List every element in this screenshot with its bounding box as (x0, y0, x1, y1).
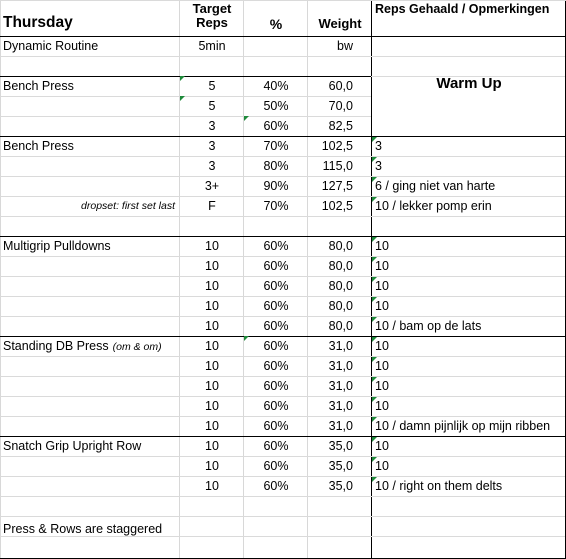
cell-weight[interactable]: 82,5 (328, 119, 353, 133)
cell-target-reps[interactable]: 10 (205, 259, 219, 273)
cell-percent[interactable] (245, 496, 307, 516)
cell-target-reps[interactable]: 3 (208, 139, 216, 153)
cell-weight[interactable]: 31,0 (328, 379, 353, 393)
cell-target-reps[interactable]: 10 (205, 419, 219, 433)
row-divider (371, 416, 565, 417)
cell-exercise[interactable] (3, 96, 179, 116)
table-row (0, 356, 566, 376)
section-divider (0, 136, 566, 137)
cell-percent[interactable]: 60% (263, 319, 289, 333)
row-divider (0, 276, 371, 277)
row-divider (0, 116, 371, 117)
comment-marker-icon (372, 437, 377, 442)
table-row (0, 276, 566, 296)
table-row (0, 156, 566, 176)
cell-comment[interactable]: 3 (375, 139, 382, 153)
cell-weight[interactable] (309, 56, 353, 76)
comment-marker-icon (372, 177, 377, 182)
cell-target-reps[interactable]: 3+ (204, 179, 220, 193)
row-divider (371, 356, 565, 357)
cell-comment[interactable] (375, 216, 565, 236)
section-divider (0, 436, 566, 437)
cell-percent[interactable]: 80% (263, 159, 289, 173)
table-row (0, 116, 566, 136)
cell-percent[interactable] (245, 36, 307, 56)
table-row (0, 216, 566, 236)
cell-comment[interactable] (375, 496, 565, 516)
cell-comment[interactable]: 10 (375, 239, 389, 253)
cell-percent[interactable]: 60% (263, 339, 289, 353)
cell-comment[interactable]: 10 (375, 439, 389, 453)
cell-percent[interactable]: 50% (263, 99, 289, 113)
comment-marker-icon (372, 237, 377, 242)
cell-target-reps[interactable]: 10 (205, 479, 219, 493)
cell-weight[interactable] (309, 496, 353, 516)
cell-exercise[interactable] (3, 396, 179, 416)
cell-comment[interactable]: 10 (375, 359, 389, 373)
cell-percent[interactable]: 60% (263, 359, 289, 373)
row-divider (371, 316, 565, 317)
row-divider (371, 516, 565, 517)
col-header-target-reps: Target Reps (192, 1, 232, 30)
row-divider (371, 376, 565, 377)
cell-weight[interactable]: 35,0 (328, 439, 353, 453)
cell-comment[interactable]: 10 (375, 379, 389, 393)
cell-target-reps[interactable] (181, 496, 243, 516)
table-row (0, 256, 566, 276)
row-divider (0, 496, 371, 497)
cell-exercise[interactable] (3, 496, 179, 516)
section-divider (0, 76, 371, 77)
row-divider (371, 176, 565, 177)
cell-weight[interactable] (309, 216, 353, 236)
cell-percent[interactable] (245, 56, 307, 76)
cell-weight[interactable]: 31,0 (328, 399, 353, 413)
row-divider (0, 176, 371, 177)
cell-target-reps[interactable]: 3 (208, 159, 216, 173)
cell-exercise[interactable]: Multigrip Pulldowns (3, 239, 111, 253)
cell-exercise[interactable]: Dynamic Routine (3, 39, 99, 53)
cell-exercise[interactable] (3, 316, 179, 336)
cell-exercise[interactable] (3, 256, 179, 276)
row-divider (0, 296, 371, 297)
cell-set-note[interactable]: dropset: first set last (81, 200, 175, 212)
row-divider (0, 96, 371, 97)
cell-comment[interactable]: 10 / lekker pomp erin (375, 199, 492, 213)
cell-percent[interactable]: 60% (263, 479, 289, 493)
cell-percent[interactable]: 60% (263, 459, 289, 473)
comment-marker-icon (180, 76, 185, 81)
row-divider (0, 536, 371, 537)
cell-target-reps[interactable]: 10 (205, 459, 219, 473)
sheet-border-top (0, 0, 566, 1)
table-row (0, 376, 566, 396)
cell-comment[interactable] (375, 116, 565, 136)
comment-marker-icon (372, 417, 377, 422)
row-divider (0, 456, 371, 457)
row-divider (0, 476, 371, 477)
cell-weight[interactable]: 80,0 (328, 259, 353, 273)
cell-target-reps[interactable]: 10 (205, 379, 219, 393)
comment-marker-icon (372, 397, 377, 402)
table-row (0, 496, 566, 516)
exercise-note: (om & om) (112, 341, 162, 353)
row-divider (371, 76, 565, 77)
cell-exercise[interactable]: Snatch Grip Upright Row (3, 439, 142, 453)
comment-marker-icon (372, 197, 377, 202)
cell-exercise[interactable] (3, 476, 179, 496)
cell-target-reps[interactable]: 10 (205, 239, 219, 253)
comment-marker-icon (244, 116, 249, 121)
cell-target-reps[interactable]: 10 (205, 439, 219, 453)
cell-weight[interactable]: 80,0 (328, 319, 353, 333)
cell-weight[interactable]: 102,5 (321, 139, 353, 153)
comment-marker-icon (372, 457, 377, 462)
table-row (0, 176, 566, 196)
table-row (0, 36, 566, 56)
row-divider (371, 456, 565, 457)
cell-comment[interactable] (375, 76, 565, 96)
cell-exercise[interactable] (3, 356, 179, 376)
cell-comment[interactable] (375, 56, 565, 76)
comment-marker-icon (372, 357, 377, 362)
cell-exercise[interactable] (3, 456, 179, 476)
comment-marker-icon (180, 96, 185, 101)
cell-target-reps[interactable]: 10 (205, 399, 219, 413)
row-divider (371, 216, 565, 217)
cell-comment[interactable]: 10 (375, 399, 389, 413)
cell-exercise[interactable]: Bench Press (3, 79, 74, 93)
cell-comment[interactable]: 10 (375, 279, 389, 293)
day-title: Thursday (3, 14, 73, 31)
table-row (0, 136, 566, 156)
cell-percent[interactable]: 60% (263, 239, 289, 253)
cell-comment[interactable]: 10 (375, 259, 389, 273)
table-row (0, 76, 566, 96)
comment-marker-icon (244, 336, 249, 341)
cell-target-reps[interactable]: 5 (208, 79, 216, 93)
row-divider (0, 156, 371, 157)
section-divider (0, 336, 566, 337)
cell-comment[interactable]: 10 / right on them delts (375, 479, 503, 493)
cell-percent[interactable]: 60% (263, 419, 289, 433)
cell-target-reps[interactable]: F (208, 199, 216, 213)
cell-weight[interactable]: 35,0 (328, 459, 353, 473)
cell-target-reps[interactable]: 10 (205, 299, 219, 313)
row-divider (0, 516, 371, 517)
cell-percent[interactable]: 60% (263, 399, 289, 413)
cell-target-reps[interactable]: 5min (198, 39, 226, 53)
comment-marker-icon (372, 377, 377, 382)
cell-target-reps[interactable]: 10 (205, 319, 219, 333)
cell-comment[interactable]: 6 / ging niet van harte (375, 179, 496, 193)
comment-marker-icon (372, 137, 377, 142)
row-divider (0, 356, 371, 357)
cell-percent[interactable]: 70% (263, 139, 289, 153)
row-divider (371, 256, 565, 257)
table-row (0, 296, 566, 316)
cell-exercise[interactable] (3, 56, 179, 76)
cell-percent[interactable]: 90% (263, 179, 289, 193)
cell-percent[interactable]: 70% (263, 199, 289, 213)
row-divider (0, 416, 371, 417)
header-divider (0, 36, 566, 37)
warm-up-label: Warm Up (436, 75, 502, 92)
cell-weight[interactable]: 127,5 (321, 179, 353, 193)
cell-weight[interactable]: 70,0 (328, 99, 353, 113)
col-header-percent: % (269, 16, 283, 32)
cell-comment[interactable]: 10 / bam op de lats (375, 319, 482, 333)
cell-percent[interactable]: 40% (263, 79, 289, 93)
row-divider (371, 396, 565, 397)
cell-target-reps[interactable]: 10 (205, 339, 219, 353)
cell-comment[interactable]: 10 (375, 299, 389, 313)
cell-percent[interactable] (245, 216, 307, 236)
row-divider (0, 256, 371, 257)
col-header-notes: Reps Gehaald / Opmerkingen (375, 2, 550, 16)
cell-comment[interactable]: 10 (375, 459, 389, 473)
table-row (0, 336, 566, 356)
row-divider (0, 56, 371, 57)
cell-exercise[interactable] (3, 416, 179, 436)
comment-marker-icon (372, 257, 377, 262)
table-row (0, 456, 566, 476)
cell-percent[interactable]: 60% (263, 259, 289, 273)
cell-exercise[interactable] (3, 116, 179, 136)
cell-weight[interactable]: 80,0 (328, 239, 353, 253)
table-row (0, 396, 566, 416)
cell-comment[interactable]: 3 (375, 159, 382, 173)
table-row (0, 416, 566, 436)
cell-weight[interactable]: 31,0 (328, 339, 353, 353)
row-divider (0, 216, 371, 217)
cell-target-reps[interactable] (181, 216, 243, 236)
cell-weight[interactable]: bw (337, 39, 353, 53)
cell-exercise[interactable] (3, 156, 179, 176)
row-divider (371, 56, 565, 57)
row-divider (0, 316, 371, 317)
cell-comment[interactable] (375, 36, 565, 56)
table-row (0, 316, 566, 336)
cell-weight[interactable]: 80,0 (328, 299, 353, 313)
cell-percent[interactable]: 60% (263, 299, 289, 313)
cell-target-reps[interactable] (181, 56, 243, 76)
cell-weight[interactable]: 31,0 (328, 419, 353, 433)
row-divider (371, 276, 565, 277)
table-row (0, 436, 566, 456)
row-divider (0, 396, 371, 397)
cell-exercise[interactable] (3, 376, 179, 396)
cell-exercise[interactable] (3, 216, 179, 236)
cell-target-reps[interactable]: 10 (205, 359, 219, 373)
comment-marker-icon (372, 297, 377, 302)
footer-note: Press & Rows are staggered (3, 522, 163, 536)
row-divider (0, 196, 371, 197)
comment-marker-icon (372, 277, 377, 282)
cell-percent[interactable]: 60% (263, 439, 289, 453)
cell-target-reps[interactable]: 10 (205, 279, 219, 293)
col-header-weight: Weight (318, 16, 362, 31)
cell-exercise[interactable] (3, 336, 179, 356)
section-divider (0, 236, 566, 237)
cell-weight[interactable]: 115,0 (322, 159, 353, 173)
cell-percent[interactable]: 60% (263, 279, 289, 293)
comment-marker-icon (372, 477, 377, 482)
row-divider (371, 196, 565, 197)
exercise-name: Standing DB Press (3, 339, 109, 353)
row-divider (371, 496, 565, 497)
cell-exercise[interactable] (3, 276, 179, 296)
cell-weight[interactable]: 35,0 (328, 479, 353, 493)
row-divider (371, 476, 565, 477)
cell-comment[interactable]: 10 (375, 339, 389, 353)
row-divider (371, 156, 565, 157)
cell-comment[interactable] (375, 96, 565, 116)
table-row (0, 236, 566, 256)
cell-weight[interactable]: 102,5 (321, 199, 353, 213)
table-row (0, 96, 566, 116)
cell-weight[interactable]: 80,0 (328, 279, 353, 293)
cell-percent[interactable]: 60% (263, 119, 289, 133)
cell-target-reps[interactable]: 5 (208, 99, 216, 113)
cell-exercise[interactable] (3, 296, 179, 316)
table-row (0, 196, 566, 216)
table-row (0, 476, 566, 496)
table-row (0, 56, 566, 76)
cell-comment[interactable]: 10 / damn pijnlijk op mijn ribben (375, 419, 551, 433)
row-divider (0, 376, 371, 377)
cell-target-reps[interactable]: 3 (208, 119, 216, 133)
comment-marker-icon (372, 337, 377, 342)
cell-weight[interactable]: 31,0 (328, 359, 353, 373)
cell-weight[interactable]: 60,0 (328, 79, 353, 93)
cell-percent[interactable]: 60% (263, 379, 289, 393)
comment-marker-icon (372, 157, 377, 162)
cell-exercise[interactable] (3, 176, 179, 196)
row-divider (371, 296, 565, 297)
comment-marker-icon (372, 317, 377, 322)
row-divider (371, 536, 565, 537)
cell-exercise[interactable]: Bench Press (3, 139, 74, 153)
